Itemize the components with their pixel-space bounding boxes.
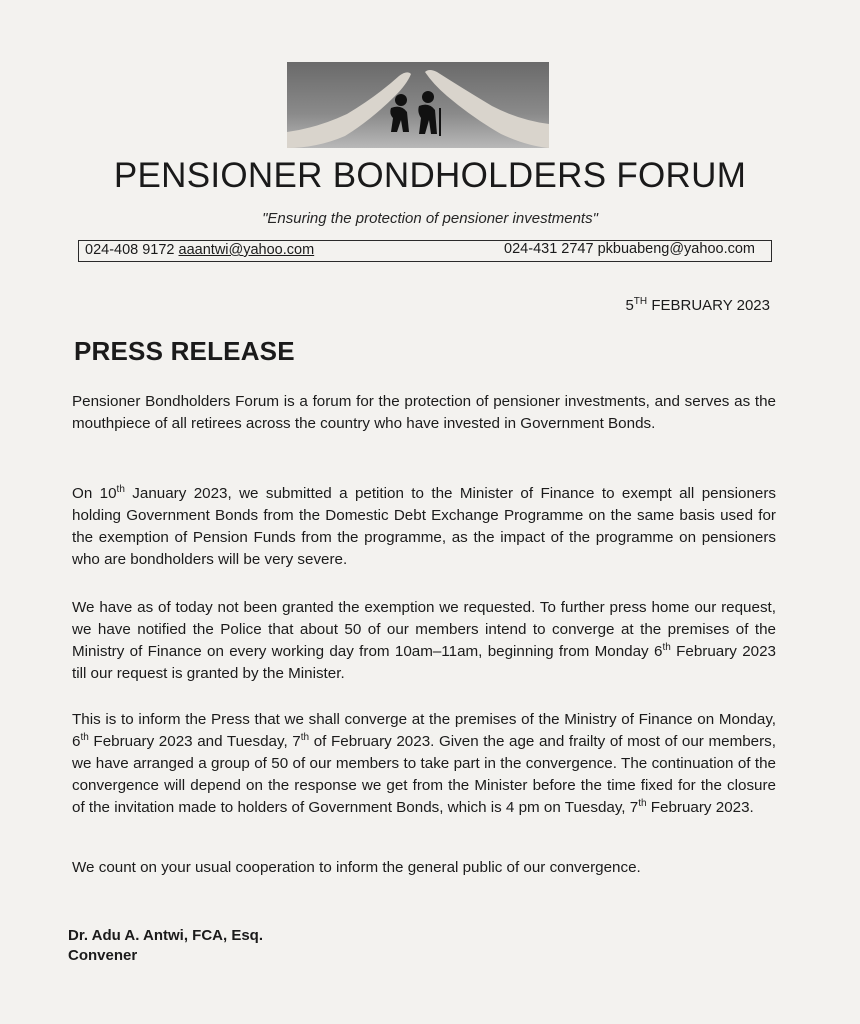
signatory-name: Dr. Adu A. Antwi, FCA, Esq. <box>68 927 263 944</box>
tagline: "Ensuring the protection of pensioner investments" <box>262 210 598 227</box>
signatory-title: Convener <box>68 947 138 964</box>
contact-left-phone: 024-408 9172 <box>85 242 175 258</box>
page-title: PRESS RELEASE <box>74 336 295 366</box>
date-rest: FEBRUARY 2023 <box>651 297 770 314</box>
contact-left-email[interactable]: aaantwi@yahoo.com <box>178 242 315 258</box>
p4-text-c: of February 2023. Given the age and frailty of most of our members, we have arranged a group of 50 of our members to take part in the convergence. The continuation of the convergence will depend on the response we get from the Minister before the time fixed for the closure of the invitation made to holders of Government Bonds, which is 4 pm on Tuesday, 7 <box>72 733 776 816</box>
paragraph-closing: We count on your usual cooperation to inform the general public of our convergence. <box>72 859 641 876</box>
p4-sup-3: th <box>638 797 647 809</box>
p4-text-b: February 2023 and Tuesday, 7 <box>88 733 301 750</box>
p4-sup-2: th <box>300 731 310 743</box>
p2-text-a: On 10 <box>72 485 117 502</box>
paragraph-exemption <box>72 597 776 685</box>
p4-text-d: February 2023. <box>646 799 754 816</box>
paragraph-convergence <box>72 709 776 819</box>
p3-sup: th <box>662 641 671 653</box>
logo-image <box>287 62 549 148</box>
contact-box <box>78 240 772 262</box>
p2-sup: th <box>116 483 125 495</box>
date-day: 5 <box>625 297 634 314</box>
p3-text-b: February 2023 till our request is granted by the Minister. <box>72 643 776 682</box>
contact-right-email[interactable]: pkbuabeng@yahoo.com <box>597 241 755 257</box>
p2-text-b: January 2023, we submitted a petition to the Minister of Finance to exempt all pensioners holding Government Bonds from the Domestic Debt Exchange Programme on the same basis used for the exemption of Pension Funds from the programme, as the impact of the programme on pensioners who are bondholders will be very severe. <box>72 485 776 568</box>
contact-right-phone: 024-431 2747 <box>504 241 594 257</box>
paragraph-intro: Pensioner Bondholders Forum is a forum for the protection of pensioner investments, and serves as the mouthpiece of all retirees across the country who have invested in Government Bonds. <box>72 393 776 432</box>
p3-text-a: We have as of today not been granted the exemption we requested. To further press home our request, we have notified the Police that about 50 of our members intend to converge at the premises of the Ministry of Finance on every working day from 10am–11am, beginning from Monday 6 <box>72 599 776 660</box>
contact-right <box>504 241 755 257</box>
p4-text-a: This is to inform the Press that we shall converge at the premises of the Ministry of Finance on Monday, 6 <box>72 711 776 750</box>
contact-left <box>85 242 314 258</box>
date-suffix: TH <box>633 296 648 307</box>
p4-sup-1: th <box>80 731 89 743</box>
release-date <box>625 296 770 314</box>
org-name: PENSIONER BONDHOLDERS FORUM <box>113 156 747 195</box>
paragraph-petition <box>72 483 776 571</box>
